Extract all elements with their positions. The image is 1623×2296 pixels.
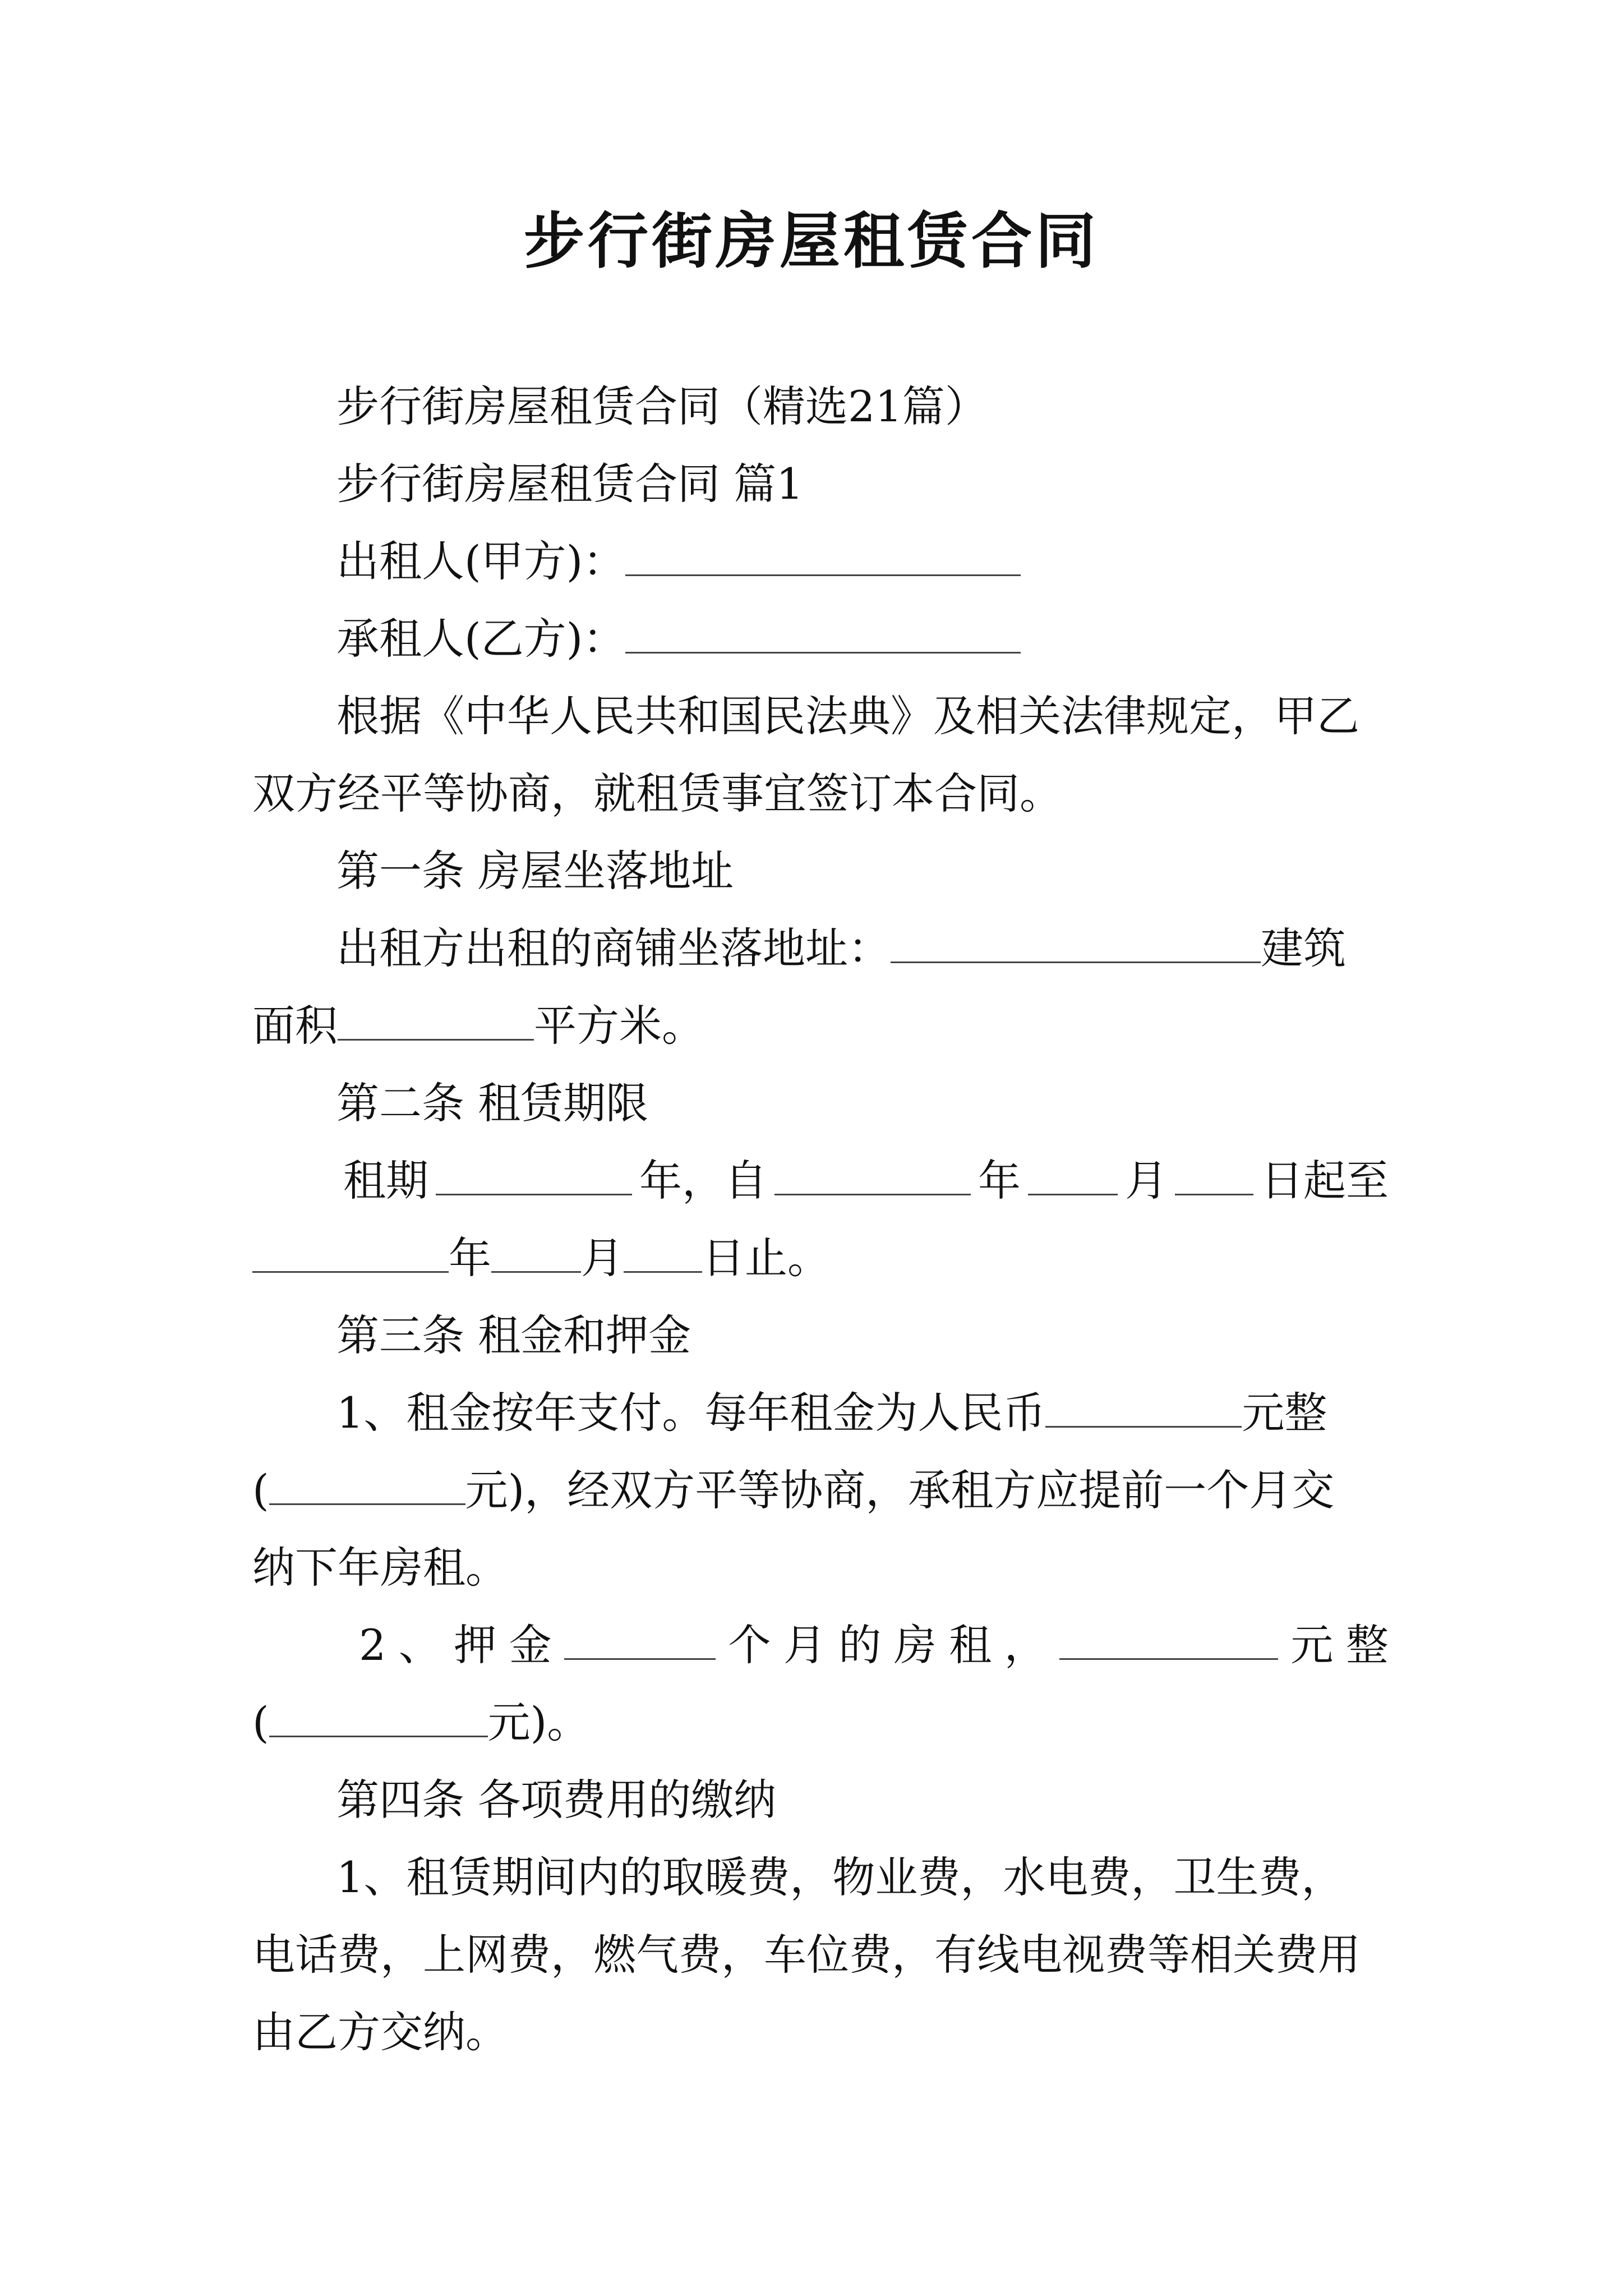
- article-4-heading: 第四条 各项费用的缴纳: [336, 1775, 777, 1825]
- deposit-char-5: 的: [838, 1620, 882, 1670]
- start-year-blank: [774, 1154, 971, 1195]
- term-label: 租期: [343, 1156, 428, 1205]
- lessor-label: 出租人(甲方)：: [336, 536, 626, 586]
- rent-amount-blank: [1045, 1387, 1242, 1428]
- area-line: [252, 995, 704, 1057]
- deposit-char-7: 租: [949, 1620, 992, 1670]
- deposit-char-4: 月: [783, 1620, 826, 1670]
- deposit-months-blank: [564, 1619, 716, 1660]
- rent-paren-open: (: [252, 1465, 269, 1515]
- deposit-line-2: [252, 1692, 589, 1754]
- start-year-label: 年: [978, 1156, 1021, 1205]
- term-years-blank: [436, 1154, 632, 1195]
- start-day-label: 日起至: [1261, 1156, 1389, 1205]
- rent-line-2: [252, 1460, 1334, 1521]
- start-month-blank: [1028, 1154, 1118, 1195]
- deposit-char-9: 整: [1345, 1620, 1389, 1670]
- deposit-char-1: 押: [454, 1620, 497, 1670]
- deposit-char-6: 房: [893, 1620, 937, 1670]
- deposit-num: 2: [359, 1620, 386, 1670]
- address-label: 出租方出租的商铺坐落地址：: [336, 923, 891, 973]
- address-blank: [891, 922, 1261, 963]
- rent-line-1: [336, 1382, 1327, 1444]
- rent-figure-blank: [269, 1464, 465, 1505]
- article-3-heading: 第三条 租金和押金: [336, 1310, 691, 1360]
- term-line-1: [343, 1150, 1389, 1212]
- area-unit: 平方米。: [534, 1001, 704, 1051]
- deposit-comma: ，: [1004, 1620, 1047, 1670]
- term-line-2: [252, 1227, 830, 1289]
- deposit-close: 元)。: [487, 1697, 590, 1747]
- deposit-line-1: [359, 1614, 1389, 1676]
- lessor-line: [336, 531, 1021, 592]
- preamble-line-2: 双方经平等协商，就租赁事宜签订本合同。: [252, 769, 1062, 818]
- fees-line-3: 由乙方交纳。: [252, 2007, 508, 2057]
- article-2-heading: 第二条 租赁期限: [336, 1078, 649, 1128]
- rent-clause: 1、租金按年支付。每年租金为人民币: [336, 1388, 1046, 1438]
- document-title: 步行街房屋租赁合同: [523, 206, 1099, 277]
- deposit-paren-open: (: [252, 1697, 269, 1747]
- end-year-blank: [252, 1232, 449, 1273]
- address-line: [336, 918, 1346, 979]
- end-year-label: 年: [449, 1233, 491, 1283]
- fees-line-2: 电话费，上网费，燃气费，车位费，有线电视费等相关费用: [252, 1930, 1361, 1980]
- end-month-label: 月: [581, 1233, 624, 1283]
- building-label: 建筑: [1261, 923, 1346, 973]
- deposit-char-8: 元: [1290, 1620, 1334, 1670]
- lessee-label: 承租人(乙方)：: [336, 614, 626, 664]
- lessee-blank: [625, 613, 1021, 654]
- end-day-blank: [624, 1232, 702, 1273]
- deposit-sep: 、: [398, 1620, 441, 1670]
- end-day-label: 日止。: [702, 1233, 830, 1283]
- lessor-blank: [625, 535, 1021, 576]
- end-month-blank: [491, 1232, 581, 1273]
- start-day-blank: [1175, 1154, 1253, 1195]
- deposit-amount-blank: [1059, 1619, 1278, 1660]
- chapter-heading: 步行街房屋租赁合同 篇1: [336, 459, 804, 509]
- lessee-line: [336, 608, 1021, 670]
- article-1-heading: 第一条 房屋坐落地址: [336, 846, 734, 896]
- deposit-char-3: 个: [728, 1620, 771, 1670]
- rent-unit: 元整: [1242, 1388, 1327, 1438]
- document-heading: 步行街房屋租赁合同（精选21篇）: [336, 381, 988, 431]
- area-blank: [338, 1000, 534, 1041]
- deposit-figure-blank: [269, 1696, 488, 1737]
- preamble-line-1: 根据《中华人民共和国民法典》及相关法律规定，甲乙: [336, 691, 1359, 741]
- rent-line-3: 纳下年房租。: [252, 1543, 508, 1593]
- fees-line-1: 1、租赁期间内的取暖费，物业费，水电费，卫生费，: [336, 1852, 1344, 1902]
- term-year-from: 年，自: [639, 1156, 767, 1205]
- deposit-char-2: 金: [509, 1620, 552, 1670]
- area-label: 面积: [252, 1001, 338, 1051]
- rent-clause-cont: 元)，经双方平等协商，承租方应提前一个月交: [465, 1465, 1335, 1515]
- start-month-label: 月: [1125, 1156, 1168, 1205]
